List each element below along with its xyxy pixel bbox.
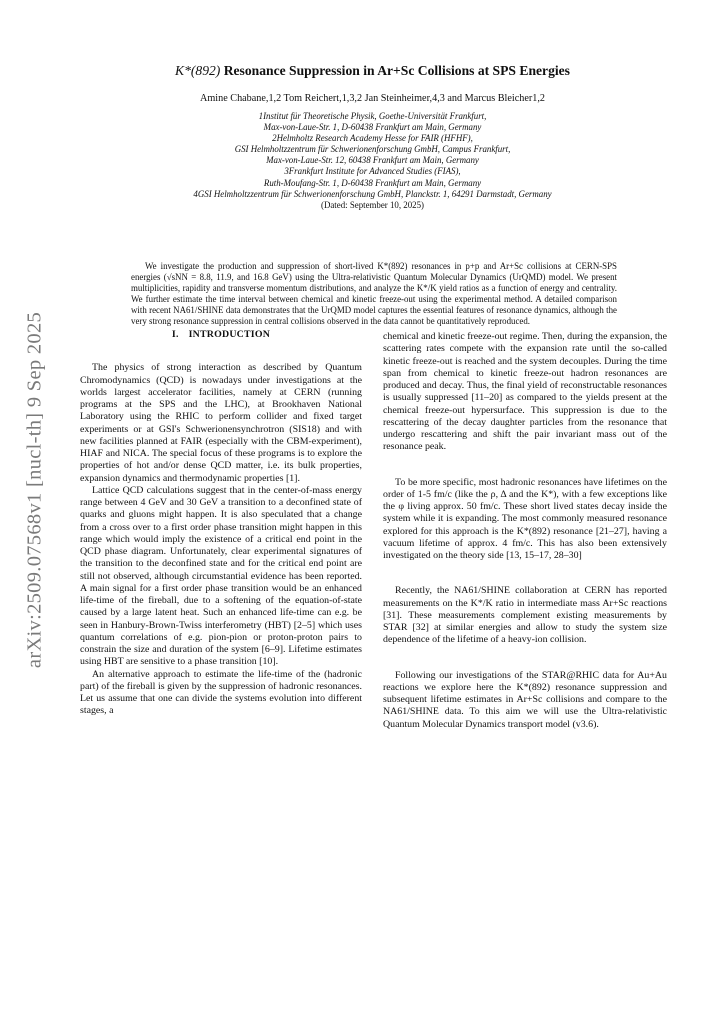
affiliation-line: Max-von-Laue-Str. 1, D-60438 Frankfurt am Main, Germany	[263, 122, 482, 133]
affiliation-line: Ruth-Moufang-Str. 1, D-60438 Frankfurt am Main, Germany	[263, 177, 482, 188]
paragraph: To be more specific, most hadronic resonances have lifetimes on the order of 1-5 fm/c (like the ρ, Δ and the K*), with a few exceptions like the φ living approx. 50 fm/c. These short lived states decay inside the system while it is expanding. The most commonly measured resonance explored for this approach is the K*(892) resonance [21–27], having a vacuum lifetime of approx. 4 fm/c. This has also been extensively investigated on the theory side [13, 15–17, 28–30]	[383, 476, 667, 561]
affiliation-line: 2Helmholtz Research Academy Hesse for FAIR (HFHF),	[272, 133, 473, 144]
affiliation-line: Max-von-Laue-Str. 12, 60438 Frankfurt am Main, Germany	[266, 155, 479, 166]
paragraph: Following our investigations of the STAR@RHIC data for Au+Au reactions we explore here the K*(892) resonance suppression and subsequent lifetime estimates in Ar+Sc collisions and compare to the NA61/SHINE data. To this aim we will use the Ultra-relativistic Quantum Molecular Dynamics transport model (v3.6).	[383, 669, 667, 730]
paragraph: Recently, the NA61/SHINE collaboration at CERN has reported measurements on the K*/K ratio in intermediate mass Ar+Sc reactions [31]. These measurements complement existing measurements by STAR [32] at similar energies and allow to study the system size dependence of the lifetime of a heavy-ion collision.	[383, 585, 667, 646]
paragraph: The physics of strong interaction as described by Quantum Chromodynamics (QCD) is nowadays under investigations at the worlds largest accelerator facilities, namely at CERN (running programs at the SPS and the LHC), at Brookhaven National Laboratory using the RHIC to perform collider and fixed target experiments or at GSI's Schwerionensynchrotron (SIS18) and with new facilities planned at FAIR (especially with the CBM-experiment), HIAF and NICA. The special focus of these programs is to explore the properties of hot and/or dense QCD matter, i.e. its bulk properties, expansion dynamics and thermodynamic properties [1].	[80, 362, 362, 484]
section-title: INTRODUCTION	[188, 329, 271, 340]
arxiv-identifier-text: arXiv:2509.07568v1 [nucl-th] 9 Sep 2025	[23, 311, 46, 669]
title-text: Resonance Suppression in Ar+Sc Collisions at SPS Energies	[220, 63, 570, 78]
title-prefix: K*(892)	[175, 63, 221, 78]
paper-title	[80, 63, 665, 79]
affiliation-line: 3Frankfurt Institute for Advanced Studies (FIAS),	[284, 166, 461, 177]
arxiv-identifier	[20, 290, 50, 690]
date-line: (Dated: September 10, 2025)	[320, 199, 425, 210]
left-column	[80, 329, 362, 718]
right-column	[383, 331, 667, 731]
paragraph: An alternative approach to estimate the life-time of the (hadronic part) of the fireball is given by the suppression of hadronic resonances. Let us assume that one can divide the systems evolution into different stages, a	[80, 668, 362, 717]
affiliation-line: GSI Helmholtzzentrum für Schwerionenforschung GmbH, Campus Frankfurt,	[234, 144, 511, 155]
affiliation-line: 1Institut für Theoretische Physik, Goethe-Universität Frankfurt,	[258, 111, 487, 121]
affiliation-block	[80, 111, 665, 211]
paragraph: Lattice QCD calculations suggest that in the center-of-mass energy range between 4 GeV and 30 GeV a transition to a deconfined state of quarks and gluons might happen. It is also speculated that a change from a cross over to a first order phase transition might happen in this range which would imply the existence of a critical end point in the QCD phase diagram. Unfortunately, clear experimental signatures of the transition to the deconfined state and for the critical end point are still not observed, although circumstantial evidence has been reported. A main signal for a first order phase transition would be an enhanced life-time of the fireball, due to a softening of the equation-of-state caused by a large latent heat. Such an enhanced life-time can e.g. be seen in Hanbury-Brown-Twiss interferometry (HBT) [2–5] which uses quantum correlations of e.g. pion-pion or proton-proton pairs to constrain the size and duration of the system [6–9]. Lifetime estimates using HBT are sensitive to a phase transition [10].	[80, 484, 362, 668]
section-number: I.	[171, 329, 179, 340]
author-list: Amine Chabane,1,2 Tom Reichert,1,3,2 Jan Steinheimer,4,3 and Marcus Bleicher1,2	[200, 93, 545, 104]
affiliation-line: 4GSI Helmholtzzentrum für Schwerionenforschung GmbH, Planckstr. 1, 64291 Darmstadt, Germany	[193, 188, 552, 199]
abstract: We investigate the production and suppression of short-lived K*(892) resonances in p+p and Ar+Sc collisions at CERN-SPS energies (√sNN = 8.8, 11.9, and 16.8 GeV) using the Ultra-relativistic Quantum Molecular Dynamics (UrQMD) model. We present multiplicities, rapidity and transverse momentum distributions, and analyze the K*/K yield ratios as a function of energy and centrality. We further estimate the time interval between chemical and kinetic freeze-out using the experimental method. A detailed comparison with recent NA61/SHINE data demonstrates that the UrQMD model captures the essential features of resonance dynamics, although the very strong resonance suppression in central collisions observed in the data cannot be quantitatively reproduced.	[131, 261, 617, 327]
section-heading	[80, 329, 362, 341]
paragraph: chemical and kinetic freeze-out regime. Then, during the expansion, the scattering rates compete with the expansion rate until the so-called kinetic freeze-out is reached and the system decouples. During the time span from chemical to kinetic freeze-out hadron resonances are produced and decay. Thus, the final yield of reconstructable resonances is usually suppressed [11–20] as compared to the yields present at the chemical freeze-out hypersurface. This suppression is due to the rescattering of the decay daughter particles from the resonance that undergo rescattering and shift the pair invariant mass out of the resonance peak.	[383, 331, 667, 453]
